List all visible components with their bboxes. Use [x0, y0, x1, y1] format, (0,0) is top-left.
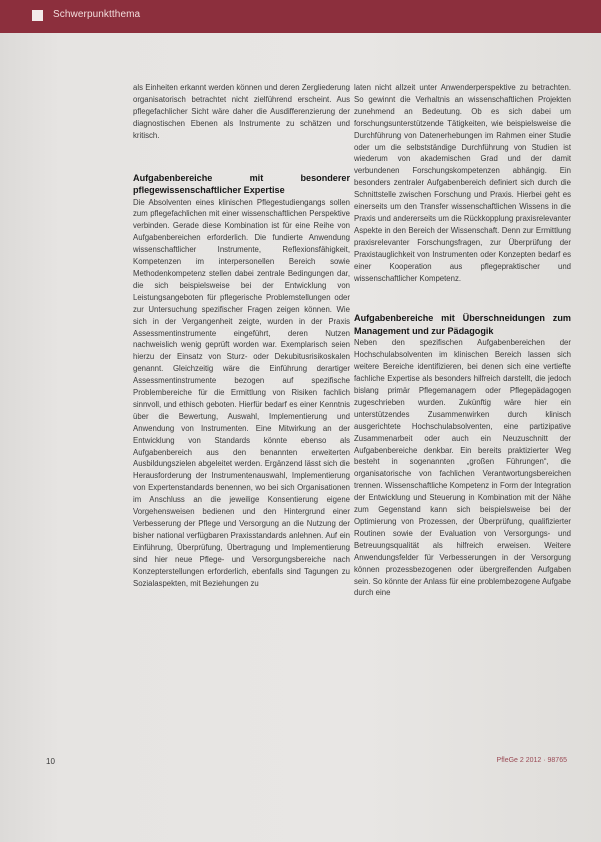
- left-section-heading: Aufgabenbereiche mit besonderer pflegewissenschaftlicher Expertise: [133, 172, 350, 196]
- right-body-paragraph: Neben den spezifischen Aufgabenbereichen der Hochschulabsolventen im klinischen Bereich lassen sich weitere Bereiche identifizieren, bei denen sich eine vertiefte fachliche Expertise als besonders hilfreich darstellt, die jedoch bislang primär Pflegemanagern oder Pflegepädagogen zugeschrieben wurden. Zukünftig wäre hier ein unterstützendes Zusammenwirken durch klinisch ausgerichtete Hochschulabsolventen, eine partizipative Zusammenarbeit oder auch ein Neuzuschnitt der Aufgabenbereiche denkbar. Ein bereits praktizierter Weg besteht in sogenannten „großen Führungen“, die organisatorische von fachlichen Verantwortungsbereichen trennen. Wissenschaftliche Kompetenz in Form der Integration der Entwicklung und Steuerung in Kombination mit der Nähe zum Gegenstand kann sich beispielsweise bei der Optimierung von Prozessen, der Überprüfung, qualifizierter Routinen sowie der Evaluation von Versorgungs- und Betreuungsqualität als hilfreich erweisen. Weitere Anwendungsfelder für Verbesserungen in der Versorgung können prozessbezogenen oder übergreifenden Aufgaben sein. So könnte der Anlass für eine problembezogene Aufgabe durch eine: [354, 338, 571, 598]
- section-label: Schwerpunktthema: [53, 9, 141, 20]
- right-section-heading: Aufgabenbereiche mit Überschneidungen zum Management und zur Pädagogik: [354, 313, 571, 336]
- header-square-marker: [32, 10, 43, 21]
- section-header-bar: [0, 0, 601, 33]
- journal-reference: PfleGe 2 2012 · 98765: [496, 757, 567, 764]
- left-intro-paragraph: als Einheiten erkannt werden können und deren Zergliederung organisatorisch betrachtet nicht zielführend erscheint. Aus pflegefachlicher Sicht wäre daher die Ausdifferenzierung der diagnostischen Ebenen als Instrumente zu schätzen und kritisch.: [133, 83, 350, 140]
- left-body-paragraph: Die Absolventen eines klinischen Pflegestudiengangs sollen zum pflegefachlichen mit einer wissenschaftlichen Perspektive verbinden. Gerade diese Kombination ist für eine Reihe von Aufgabenbereichen erforderlich. Die fundierte Anwendung wissenschaftlicher Instrumente, Reflexionsfähigkeit, Kompetenzen im interpersonellen Bereich sowie Methodenkompetenz stellen dabei zentrale Bedingungen dar, die sich beispielsweise bei der Entwicklung von Leistungsangeboten für pflegerische Problemstellungen oder zur Untersuchung spezifischer Fragen zeigen können. Wie sich in der Vergangenheit zeigte, wurden in der Praxis Assessmentinstrumente eingeführt, deren Nutzen nachweislich wenig geprüft worden war. Exemplarisch seien hierzu der Einsatz von Sturz- oder Dekubitusrisikoskalen genannt. Gleichzeitig wäre die Einführung derartiger Assessmentinstrumente bezogen auf spezifische Problembereiche für die Ermittlung von Risiken fachlich sinnvoll, und ethisch geboten. Hierfür bedarf es einer Kenntnis über die Bewertung, Auswahl, Implementierung und Anwendung von Instrumenten. Eine Mitwirkung an der Entwicklung von Standards könnte ebenso als Aufgabenbereich aus den benannten erweiterten Ausbildungszielen abgeleitet werden. Ergänzend lässt sich die Herausforderung der Instrumentenauswahl, Implementierung von Expertenstandards benennen, wo bei sich Organisationen im Anschluss an die jeweilige Konsentierung eigene Vorgehensweisen bedienen und den Hintergrund einer Verbesserung der Pflege und Versorgung an die Nutzung der bisher national verfügbaren Praxisstandards anlehnen. Auf ein Einführung, Überprüfung, Übertragung und Implementierung sind hier neue Pflege- und Versorgungsbereiche nach Konzepterstellungen erforderlich, ebenfalls sind Tagungen zu Sozialaspekten, mit Beziehungen zu: [133, 197, 350, 588]
- right-intro-paragraph: laten nicht allzeit unter Anwenderperspektive zu betrachten. So gewinnt die Verhaltnis an wissenschaftlichen Projekten zunehmend an Bedeutung. Ob es sich dabei um forschungsunterstützende Tätigkeiten, wie beispielsweise die Durchführung von Datenerhebungen im Rahmen einer Studie oder um die selbstständige Durchführung von Studien ist wiederum von akademischen Grad und der damit verbundenen Forschungskompetenzen abhängig. Ein besonders zentraler Aufgabenbereich definiert sich durch die Schnittstelle zwischen Forschung und Praxis. Hierbei geht es einerseits um den Transfer wissenschaftlichen Wissens in die Praxis und andererseits um die Rückkopplung praxisrelevanter Aspekte in den Bereich der Wissenschaft. Denn zur Ermittlung praxisrelevanter Forschungsfragen, zur Überprüfung der Praxistauglichkeit von Instrumenten oder Konzepten bedarf es einer Kooperation aus pflegepraktischer und wissenschaftlicher Kompetenz.: [354, 83, 571, 283]
- left-column: [133, 82, 350, 589]
- page-number: 10: [46, 757, 55, 766]
- right-column: [354, 82, 571, 599]
